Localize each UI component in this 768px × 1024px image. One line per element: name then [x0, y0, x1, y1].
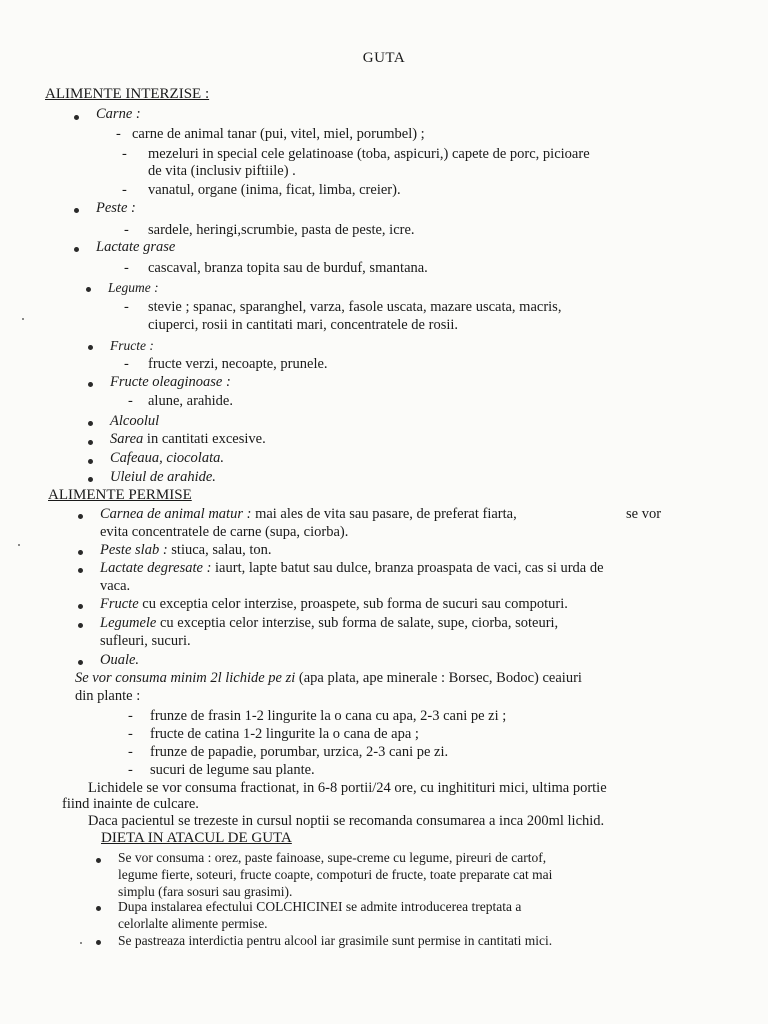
heading-forbidden-foods: ALIMENTE INTERZISE :: [45, 86, 210, 102]
paragraph-lichide: Lichidele se vor consuma fractionat, in 6-8 portii/24 ore, cu inghitituri mici, ultima portie: [88, 780, 607, 796]
label-peste: Peste :: [96, 200, 136, 216]
bullet-icon: [88, 459, 93, 464]
item-sarea: [110, 431, 266, 448]
label-sarea: Sarea: [110, 431, 144, 447]
label-carnea: Carnea de animal matur :: [100, 506, 252, 522]
dash-icon: -: [128, 762, 133, 778]
bullet-icon: [74, 115, 79, 120]
text-line: Se vor consuma : orez, paste fainoase, supe-creme cu legume, pireuri de cartof,: [118, 850, 547, 865]
dash-icon: -: [124, 299, 129, 315]
text-line: legume fierte, soteuri, fructe coapte, compoturi de fructe, toate preparate cat mai: [118, 867, 553, 882]
label-uleiul: Uleiul de arahide.: [110, 469, 216, 485]
bullet-icon: [88, 382, 93, 387]
bullet-icon: [78, 604, 83, 609]
text-line: se vor: [626, 506, 662, 522]
text-lichide: (apa plata, ape minerale : Borsec, Bodoc) ceaiuri: [295, 670, 582, 686]
bullet-icon: [74, 208, 79, 213]
bullet-icon: [88, 421, 93, 426]
text-line: fructe de catina 1-2 lingurite la o cana de apa ;: [150, 726, 419, 742]
text-line: celorlalte alimente permise.: [118, 916, 268, 931]
text-line: Dupa instalarea efectului COLCHICINEI se admite introducerea treptata a: [118, 899, 522, 914]
bullet-icon: [78, 514, 83, 519]
text-line: evita concentratele de carne (supa, ciorba).: [100, 524, 349, 540]
bullet-icon: [88, 345, 93, 350]
bullet-icon: [78, 550, 83, 555]
text-line: stevie ; spanac, sparanghel, varza, fasole uscata, mazare uscata, macris,: [148, 299, 562, 315]
text-line: carne de animal tanar (pui, vitel, miel, porumbel) ;: [132, 126, 425, 142]
document-title: GUTA: [362, 50, 406, 66]
text-lactate-degresate: iaurt, lapte batut sau dulce, branza proaspata de vaci, cas si urda de: [211, 560, 604, 576]
text-line: Se pastreaza interdictia pentru alcool iar grasimile sunt permise in cantitati mici.: [118, 933, 553, 948]
label-fructe-oleaginoase: Fructe oleaginoase :: [110, 374, 231, 390]
item-fructe-permise: [100, 596, 568, 613]
text-line: alune, arahide.: [148, 393, 233, 409]
dash-icon: -: [128, 726, 133, 742]
dash-icon: -: [124, 260, 129, 276]
label-carne: Carne :: [96, 106, 141, 122]
scan-speck: [22, 318, 24, 320]
bullet-icon: [78, 660, 83, 665]
label-fructe-permise: Fructe: [100, 596, 139, 612]
bullet-icon: [88, 477, 93, 482]
text-line: fructe verzi, necoapte, prunele.: [148, 356, 328, 372]
dash-icon: -: [128, 708, 133, 724]
label-lichide: Se vor consuma minim 2l lichide pe zi: [75, 670, 296, 686]
text-line: ciuperci, rosii in cantitati mari, concentratele de rosii.: [148, 317, 459, 333]
dash-icon: -: [122, 182, 127, 198]
dash-icon: -: [124, 222, 129, 238]
label-lactate: Lactate grase: [96, 239, 176, 255]
bullet-icon: [78, 568, 83, 573]
label-fructe: Fructe :: [110, 338, 154, 353]
bullet-icon: [88, 440, 93, 445]
heading-attack-diet: DIETA IN ATACUL DE GUTA: [101, 830, 292, 846]
text-carnea: mai ales de vita sau pasare, de preferat fiarta,: [251, 506, 517, 522]
label-peste-slab: Peste slab :: [100, 542, 168, 558]
text-fructe-permise: cu exceptia celor interzise, proaspete, sub forma de sucuri sau compoturi.: [138, 596, 568, 612]
label-lactate-degresate: Lactate degresate :: [100, 560, 212, 576]
scan-speck: [18, 544, 20, 546]
text-line: de vita (inclusiv piftiile) .: [148, 163, 296, 179]
text-line: sufleuri, sucuri.: [100, 633, 191, 649]
text-line: vanatul, organe (inima, ficat, limba, creier).: [148, 182, 401, 198]
text-line: mezeluri in special cele gelatinoase (toba, aspicuri,) capete de porc, picioare: [148, 146, 590, 162]
dash-icon: -: [124, 356, 129, 372]
bullet-icon: [96, 858, 101, 863]
bullet-icon: [96, 940, 101, 945]
text-line: vaca.: [100, 578, 131, 594]
bullet-icon: [96, 906, 101, 911]
dash-icon: -: [128, 393, 133, 409]
paragraph-lichide-cont: fiind inainte de culcare.: [62, 796, 199, 812]
text-line: sardele, heringi,scrumbie, pasta de peste, icre.: [148, 222, 415, 238]
text-peste-slab: stiuca, salau, ton.: [167, 542, 272, 558]
text-line: frunze de papadie, porumbar, urzica, 2-3 cani pe zi.: [150, 744, 449, 760]
text-line: sucuri de legume sau plante.: [150, 762, 315, 778]
item-legumele: [100, 615, 558, 632]
item-lichide: [75, 670, 582, 687]
text-sarea: in cantitati excesive.: [143, 431, 266, 447]
text-legumele: cu exceptia celor interzise, sub forma de salate, supe, ciorba, soteuri,: [156, 615, 559, 631]
text-line: simplu (fara sosuri sau grasimi).: [118, 884, 293, 899]
text-line: din plante :: [75, 688, 141, 704]
bullet-icon: [86, 287, 91, 292]
paragraph-noapte: Daca pacientul se trezeste in cursul noptii se recomanda consumarea a inca 200ml lichid.: [88, 813, 605, 829]
text-line: cascaval, branza topita sau de burduf, smantana.: [148, 260, 428, 276]
bullet-icon: [78, 623, 83, 628]
text-line: frunze de frasin 1-2 lingurite la o cana cu apa, 2-3 cani pe zi ;: [150, 708, 507, 724]
item-peste-slab: [100, 542, 272, 559]
item-lactate-degresate: [100, 560, 604, 577]
label-legumele: Legumele: [100, 615, 157, 631]
dash-icon: -: [116, 126, 121, 142]
label-legume: Legume :: [108, 280, 159, 295]
heading-allowed-foods: ALIMENTE PERMISE: [48, 487, 192, 503]
dash-icon: -: [128, 744, 133, 760]
label-ouale: Ouale.: [100, 652, 140, 668]
item-carnea: [100, 506, 517, 523]
scan-speck: [80, 942, 82, 944]
label-cafea: Cafeaua, ciocolata.: [110, 450, 224, 466]
dash-icon: -: [122, 146, 127, 162]
bullet-icon: [74, 247, 79, 252]
label-alcool: Alcoolul: [110, 413, 160, 429]
